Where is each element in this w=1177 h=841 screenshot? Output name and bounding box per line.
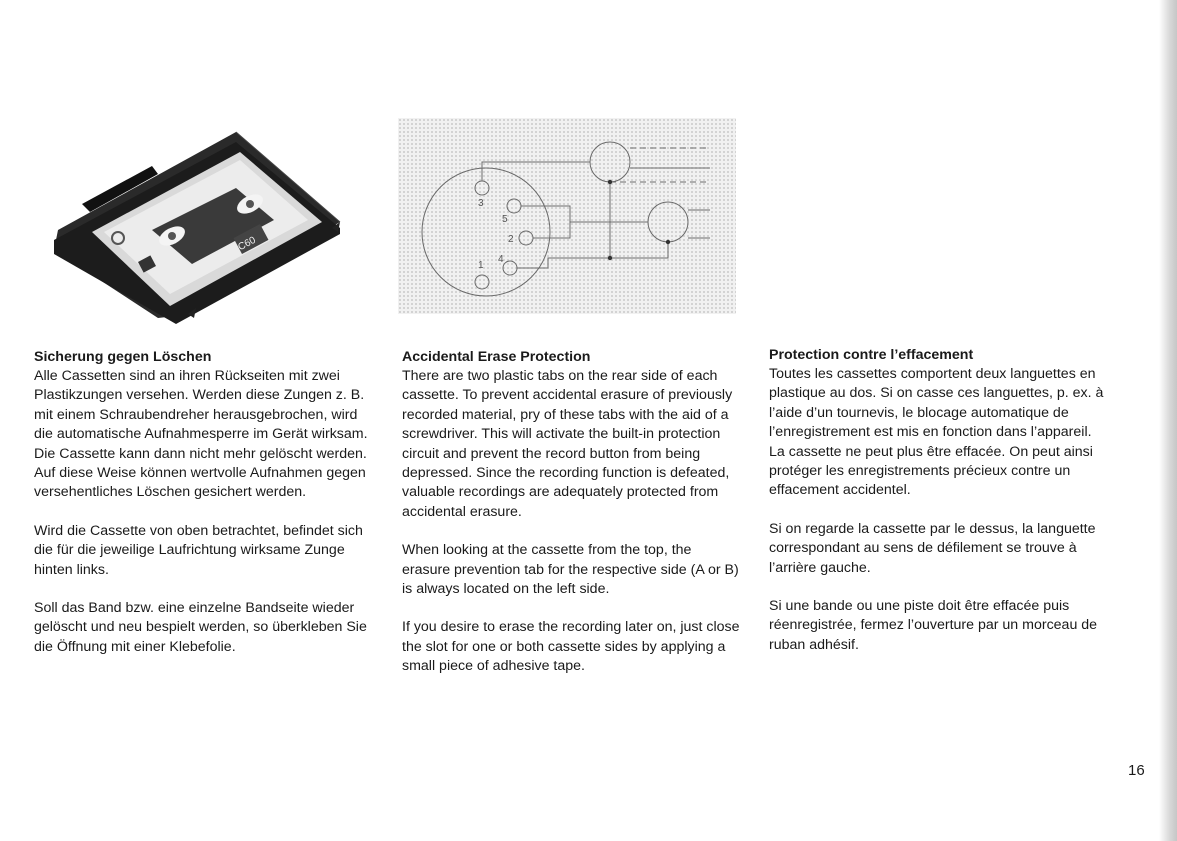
upper-component bbox=[590, 142, 630, 182]
page-number: 16 bbox=[1128, 762, 1145, 779]
german-column bbox=[34, 347, 374, 676]
french-paragraph-2: Si on regarde la cassette par le dessus, la languette correspondant au sens de défilement se trouve à l’arrière gauche. bbox=[769, 520, 1096, 576]
french-paragraph-3: Si une bande ou une piste doit être effacée puis réenregistrée, fermez l’ouverture par un morceau de ruban adhésif. bbox=[769, 598, 1098, 653]
english-heading: Accidental Erase Protection bbox=[402, 349, 591, 365]
lower-component bbox=[648, 202, 688, 242]
cassette-photo bbox=[40, 118, 360, 328]
pin-2 bbox=[519, 231, 533, 245]
pin-label-4: 4 bbox=[498, 254, 504, 265]
pin-label-1: 1 bbox=[478, 260, 484, 271]
french-heading: Protection contre l’effacement bbox=[769, 347, 974, 363]
french-paragraph-1: Toutes les cassettes comportent deux languettes en plastique au dos. Si on casse ces languettes, p. ex. à l’aide d’un tournevis, le blocage automatique de l’enregistrement est mis en fonction dans l’appareil. La cassette ne peut plus être effacée. On peut ainsi protéger les enregistrements précieux contre un effacement accidentel. bbox=[769, 366, 1104, 499]
pin-5 bbox=[507, 199, 521, 213]
english-paragraph-2: When looking at the cassette from the top, the erasure prevention tab for the respective side (A or B) is always located on the left side. bbox=[402, 542, 739, 598]
connector-pinout-diagram bbox=[398, 118, 736, 314]
pin-1 bbox=[475, 275, 489, 289]
english-paragraph-3: If you desire to erase the recording later on, just close the slot for one or both cassette sides by applying a small piece of adhesive tape. bbox=[402, 619, 740, 675]
german-paragraph-1: Alle Cassetten sind an ihren Rückseiten mit zwei Plastikzungen versehen. Werden diese Zungen z. B. mit einem Schraubendreher herausgebrochen, wird die automatische Aufnahmesperre im Gerät wirksam. Die Cassette kann dann nicht mehr gelöscht werden. Auf diese Weise können wertvolle Aufnahmen gegen versehentliches Löschen gesichert werden. bbox=[34, 368, 368, 501]
cassette-label: C60 bbox=[236, 234, 258, 254]
page-edge-shadow bbox=[1159, 0, 1177, 841]
french-column bbox=[769, 345, 1109, 674]
pin-label-2: 2 bbox=[508, 234, 514, 245]
pin-label-5: 5 bbox=[502, 214, 508, 225]
german-paragraph-3: Soll das Band bzw. eine einzelne Bandseite wieder gelöscht und neu bespielt werden, so überkleben Sie die Öffnung mit einer Klebefolie. bbox=[34, 600, 367, 655]
english-paragraph-1: There are two plastic tabs on the rear side of each cassette. To prevent accidental erasure of previously recorded material, pry of these tabs with the aid of a screwdriver. This will activate the built-in protection circuit and prevent the record button from being depressed. Since the recording function is defeated, valuable recordings are adequately protected from accidental erasure. bbox=[402, 368, 733, 520]
pin-label-3: 3 bbox=[478, 198, 484, 209]
german-heading: Sicherung gegen Löschen bbox=[34, 349, 212, 365]
english-column bbox=[402, 347, 742, 696]
pin-4 bbox=[503, 261, 517, 275]
german-paragraph-2: Wird die Cassette von oben betrachtet, befindet sich die für die jeweilige Laufrichtung wirksame Zunge hinten links. bbox=[34, 522, 363, 578]
cassette-illustration bbox=[40, 118, 360, 328]
pinout-drawing bbox=[398, 118, 736, 314]
pin-3 bbox=[475, 181, 489, 195]
